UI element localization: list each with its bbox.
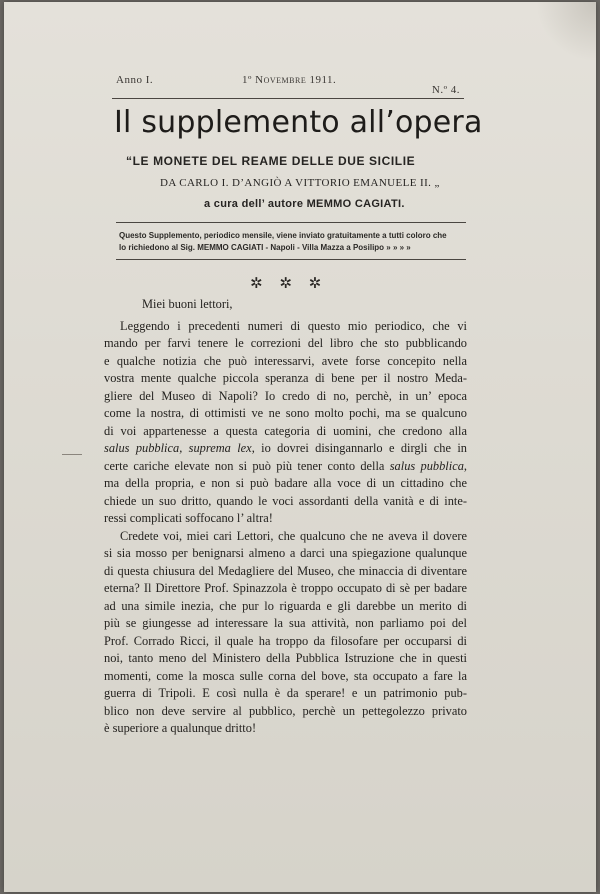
paragraph-line: è superiore a qualunque dritto! <box>104 721 257 735</box>
paragraph-line: si sia mosso per benignarsi almeno a darci una spiegazione qualunque <box>104 546 467 560</box>
issue-number: N.º 4. <box>431 84 460 96</box>
paragraph-line: Prof. Corrado Ricci, il quale ha troppo da filosofare per occuparsi di <box>104 633 467 648</box>
paragraph-line: salus pubblica, suprema lex, io dovrei disingannarlo e dirgli che in <box>104 441 467 455</box>
paragraph-line: di voi appartenesse a questa categoria di uomini, che credono alla <box>104 423 467 438</box>
volume-label: Anno I. <box>116 74 154 86</box>
paragraph-line: vostra mente qualche piccola speranza di bene per il nostro Meda- <box>104 371 467 385</box>
curator-line: a cura dell’ autore MEMMO CAGIATI. <box>204 198 405 210</box>
margin-pencil-mark <box>62 454 82 455</box>
paragraph-line: chiede un suo dritto, quando le voci assordanti della vanità e di inte- <box>104 493 467 508</box>
latin-phrase: salus pubblica, suprema lex <box>104 441 252 455</box>
paragraph-line: ad una simile inezia, che pur lo riguarda e gli darebbe un merito di <box>104 598 467 613</box>
paragraph-line: momenti, come la mosca sulle corna del bove, sta occupato a fare la <box>104 668 467 683</box>
paragraph-line: ressi complicati soffocano l’ altra! <box>104 511 273 525</box>
paragraph-line: certe cariche elevate non si può più tener conto della salus pubblica, <box>104 458 467 473</box>
masthead <box>116 74 460 96</box>
paragraph-line: ma della propria, e non si può badare alla voce di un cittadino che <box>104 476 467 490</box>
paragraph-line: guerra di Tripoli. E così nulla è da sperare! e un patrimonio pub- <box>104 686 467 700</box>
paragraph-line: eterna? Il Direttore Prof. Spinazzola è troppo occupato di sè per badare <box>104 581 467 595</box>
notice-line: lo richiedono al Sig. MEMMO CAGIATI - Napoli - Villa Mazza a Posilipo » » » » <box>119 243 411 252</box>
distribution-notice <box>119 230 464 254</box>
masthead-rule <box>112 98 464 99</box>
salutation: Miei buoni lettori, <box>142 297 233 311</box>
notice-bottom-rule <box>116 259 466 260</box>
ornament-stars: ✲ ✲ ✲ <box>250 274 328 292</box>
paragraph-line: mando per farvi tenere le correzioni del libro che sto pubblicando <box>104 336 467 350</box>
issue-date: 1º Novembre 1911. <box>242 74 337 86</box>
paragraph-line: come la nostra, di ottimisti ve ne sono molto pochi, ma se qualcuno <box>104 406 467 420</box>
paragraph-line: blico non deve servire al pubblico, perchè un pettegolezzo privato <box>104 703 467 718</box>
paragraph-line: Credete voi, miei cari Lettori, che qualcuno che ne aveva il dovere <box>120 528 467 543</box>
paragraph-line: noi, tanto meno del Ministero della Pubblica Istruzione che in questi <box>104 651 467 665</box>
subtitle: “LE MONETE DEL REAME DELLE DUE SICILIE <box>126 154 416 168</box>
paragraph-line: e qualche notizia che può interessarvi, avete forse concepito nella <box>104 353 467 368</box>
document-page <box>4 2 596 892</box>
paragraph-line: più se giungesse ad interessare la sua attività, non parliamo poi del <box>104 616 467 630</box>
notice-top-rule <box>116 222 466 223</box>
notice-line: Questo Supplemento, periodico mensile, viene inviato gratuitamente a tutti coloro che <box>119 231 447 240</box>
subtitle-period: DA CARLO I. D’ANGIÒ A VITTORIO EMANUELE II. „ <box>160 177 440 189</box>
paragraph-line: di questa chiusura del Medagliere del Museo, che minaccia di diventare <box>104 563 467 578</box>
latin-phrase: salus pubblica <box>389 458 464 473</box>
page-corner-stain <box>536 2 596 62</box>
page-title: Il supplemento all’opera <box>114 105 483 140</box>
paragraph-line: gliere del Museo di Napoli? Io credo di no, perchè, in un’ epoca <box>104 388 467 403</box>
letter-body <box>104 296 467 738</box>
paragraph-line: Leggendo i precedenti numeri di questo mio periodico, che vi <box>120 318 467 333</box>
